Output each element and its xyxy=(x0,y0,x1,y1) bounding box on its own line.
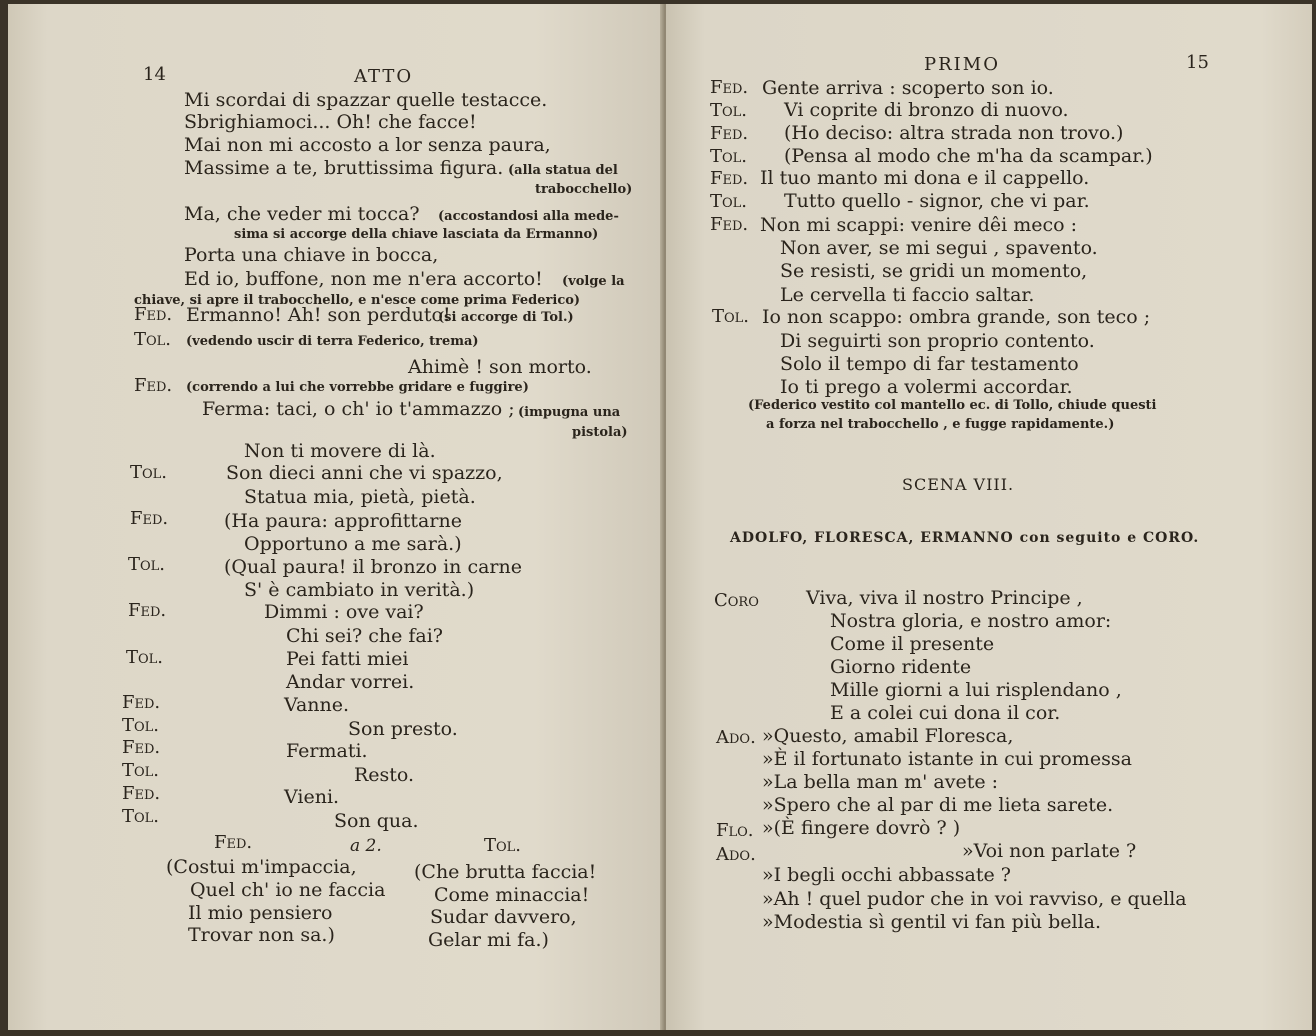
verse-line: Nostra gloria, e nostro amor: xyxy=(830,610,1112,632)
verse-line: »Modestia sì gentil vi fan più bella. xyxy=(762,911,1102,933)
speaker-label: Tol. xyxy=(710,191,748,212)
speaker-label: Fed. xyxy=(710,123,749,144)
stage-direction: trabocchello) xyxy=(535,182,633,197)
verse-line: Ed io, buffone, non me n'era accorto! xyxy=(184,268,543,290)
verse-line: Trovar non sa.) xyxy=(188,924,335,946)
verse-line: »Ah ! quel pudor che in voi ravviso, e quella xyxy=(762,888,1187,910)
verse-line: (Costui m'impaccia, xyxy=(166,856,357,878)
verse-line: Resto. xyxy=(354,764,415,786)
stage-direction: (alla statua del xyxy=(508,163,618,178)
verse-line: Chi sei? che fai? xyxy=(286,625,443,647)
speaker-label: Tol. xyxy=(126,647,164,668)
verse-line: Come minaccia! xyxy=(434,884,590,906)
speaker-label: Fed. xyxy=(710,77,749,98)
stage-direction: chiave, si apre il trabocchello, e n'esce come prima Federico) xyxy=(134,293,581,308)
verse-line: Mille giorni a lui risplendano , xyxy=(830,679,1122,701)
verse-line: Viva, viva il nostro Principe , xyxy=(806,587,1083,609)
verse-line: Tutto quello - signor, che vi par. xyxy=(784,190,1090,212)
speaker-label: Flo. xyxy=(716,820,754,841)
character-list: ADOLFO, FLORESCA, ERMANNO con seguito e CORO. xyxy=(730,530,1200,546)
verse-line: (Qual paura! il bronzo in carne xyxy=(224,556,522,578)
verse-line: (Ha paura: approfittarne xyxy=(224,510,462,532)
speaker-label: Tol. xyxy=(710,146,748,167)
verse-line: S' è cambiato in verità.) xyxy=(244,579,475,601)
speaker-label: Fed. xyxy=(122,692,161,713)
verse-line: (Pensa al modo che m'ha da scampar.) xyxy=(784,145,1153,167)
speaker-label: Tol. xyxy=(484,835,522,856)
speaker-label: Ado. xyxy=(716,727,756,748)
verse-line: Sbrighiamoci... Oh! che facce! xyxy=(184,111,477,133)
verse-line: Pei fatti miei xyxy=(286,648,409,670)
verse-line: Quel ch' io ne faccia xyxy=(190,879,386,901)
stage-direction: sima si accorge della chiave lasciata da Ermanno) xyxy=(234,227,599,242)
stage-direction: (si accorge di Tol.) xyxy=(438,310,574,325)
speaker-label: Coro xyxy=(714,590,759,611)
verse-line: Di seguirti son proprio contento. xyxy=(780,330,1095,352)
stage-direction: (correndo a lui che vorrebbe gridare e fuggire) xyxy=(186,380,529,395)
speaker-label: Fed. xyxy=(134,304,173,325)
verse-line: Statua mia, pietà, pietà. xyxy=(244,486,476,508)
verse-line: Il tuo manto mi dona e il cappello. xyxy=(760,167,1090,189)
speaker-label: Tol. xyxy=(710,100,748,121)
verse-line: Giorno ridente xyxy=(830,656,972,678)
page-number: 14 xyxy=(143,64,166,85)
verse-line: Andar vorrei. xyxy=(286,671,415,693)
verse-line: Dimmi : ove vai? xyxy=(264,601,424,623)
speaker-label: Tol. xyxy=(712,306,750,327)
speaker-label: Tol. xyxy=(128,554,166,575)
speaker-label: Fed. xyxy=(122,783,161,804)
speaker-label: Tol. xyxy=(122,715,160,736)
stage-direction: (volge la xyxy=(562,274,625,289)
verse-line: »Questo, amabil Floresca, xyxy=(762,725,1014,747)
speaker-label: Fed. xyxy=(122,737,161,758)
speaker-label: Ado. xyxy=(716,844,756,865)
speaker-label: Fed. xyxy=(134,375,173,396)
speaker-label: Tol. xyxy=(130,462,168,483)
verse-line: Massime a te, bruttissima figura. xyxy=(184,157,504,179)
stage-direction: (vedendo uscir di terra Federico, trema) xyxy=(186,334,479,349)
verse-line: Se resisti, se gridi un momento, xyxy=(780,260,1088,282)
speaker-label: Fed. xyxy=(710,214,749,235)
stage-direction: (accostandosi alla mede- xyxy=(438,209,619,224)
verse-line: Non aver, se mi segui , spavento. xyxy=(780,237,1098,259)
left-page xyxy=(8,4,666,1030)
verse-line: Io non scappo: ombra grande, son teco ; xyxy=(762,306,1151,328)
verse-line: Porta una chiave in bocca, xyxy=(184,244,439,266)
speaker-label: Tol. xyxy=(122,760,160,781)
verse-line: (Che brutta faccia! xyxy=(414,861,597,883)
stage-direction: pistola) xyxy=(572,425,628,440)
verse-line: Gelar mi fa.) xyxy=(428,929,549,951)
verse-line: »La bella man m' avete : xyxy=(762,771,999,793)
verse-line: Son dieci anni che vi spazzo, xyxy=(226,462,503,484)
verse-line: »È il fortunato istante in cui promessa xyxy=(762,748,1132,770)
verse-line: Opportuno a me sarà.) xyxy=(244,533,462,555)
stage-direction: (impugna una xyxy=(518,405,621,420)
verse-line: Sudar davvero, xyxy=(430,906,577,928)
verse-line: Io ti prego a volermi accordar. xyxy=(780,376,1073,398)
verse-line: »I begli occhi abbassate ? xyxy=(762,864,1011,886)
verse-line: »Spero che al par di me lieta sarete. xyxy=(762,794,1114,816)
speaker-label: Tol. xyxy=(122,806,160,827)
speaker-label: Tol. xyxy=(134,329,172,350)
verse-line: E a colei cui dona il cor. xyxy=(830,702,1061,724)
verse-line: »Voi non parlate ? xyxy=(962,840,1137,862)
verse-line: Non ti movere di là. xyxy=(244,440,436,462)
verse-line: Come il presente xyxy=(830,633,995,655)
verse-line: Gente arriva : scoperto son io. xyxy=(762,77,1054,99)
verse-line: Le cervella ti faccio saltar. xyxy=(780,284,1035,306)
speaker-label: Fed. xyxy=(128,600,167,621)
verse-line: Son qua. xyxy=(334,810,419,832)
verse-line: Mi scordai di spazzar quelle testacce. xyxy=(184,89,548,111)
verse-line: Mai non mi accosto a lor senza paura, xyxy=(184,134,551,156)
verse-line: Il mio pensiero xyxy=(188,902,333,924)
scene-heading: SCENA VIII. xyxy=(902,475,1015,494)
verse-line: Ma, che veder mi tocca? xyxy=(184,203,420,225)
verse-line: Ahimè ! son morto. xyxy=(408,356,592,378)
verse-line: Fermati. xyxy=(286,740,368,762)
duet-marker: a 2. xyxy=(350,836,382,856)
stage-direction: (Federico vestito col mantello ec. di Tollo, chiude questi xyxy=(748,398,1157,413)
verse-line: (Ho deciso: altra strada non trovo.) xyxy=(784,122,1124,144)
running-head: ATTO xyxy=(354,66,414,87)
verse-line: Ermanno! Ah! son perduto! xyxy=(186,304,451,326)
verse-line: Ferma: taci, o ch' io t'ammazzo ; xyxy=(202,398,515,420)
page-number: 15 xyxy=(1186,52,1209,73)
verse-line: Solo il tempo di far testamento xyxy=(780,353,1079,375)
verse-line: Non mi scappi: venire dêi meco : xyxy=(760,214,1077,236)
verse-line: Vanne. xyxy=(284,694,350,716)
right-page xyxy=(666,4,1312,1030)
speaker-label: Fed. xyxy=(214,832,253,853)
stage-direction: a forza nel trabocchello , e fugge rapidamente.) xyxy=(766,417,1115,432)
running-head: PRIMO xyxy=(924,54,1000,75)
verse-line: »(È fingere dovrò ? ) xyxy=(762,817,961,839)
verse-line: Vi coprite di bronzo di nuovo. xyxy=(784,99,1069,121)
speaker-label: Fed. xyxy=(710,168,749,189)
verse-line: Son presto. xyxy=(348,718,458,740)
verse-line: Vieni. xyxy=(284,786,340,808)
speaker-label: Fed. xyxy=(130,508,169,529)
